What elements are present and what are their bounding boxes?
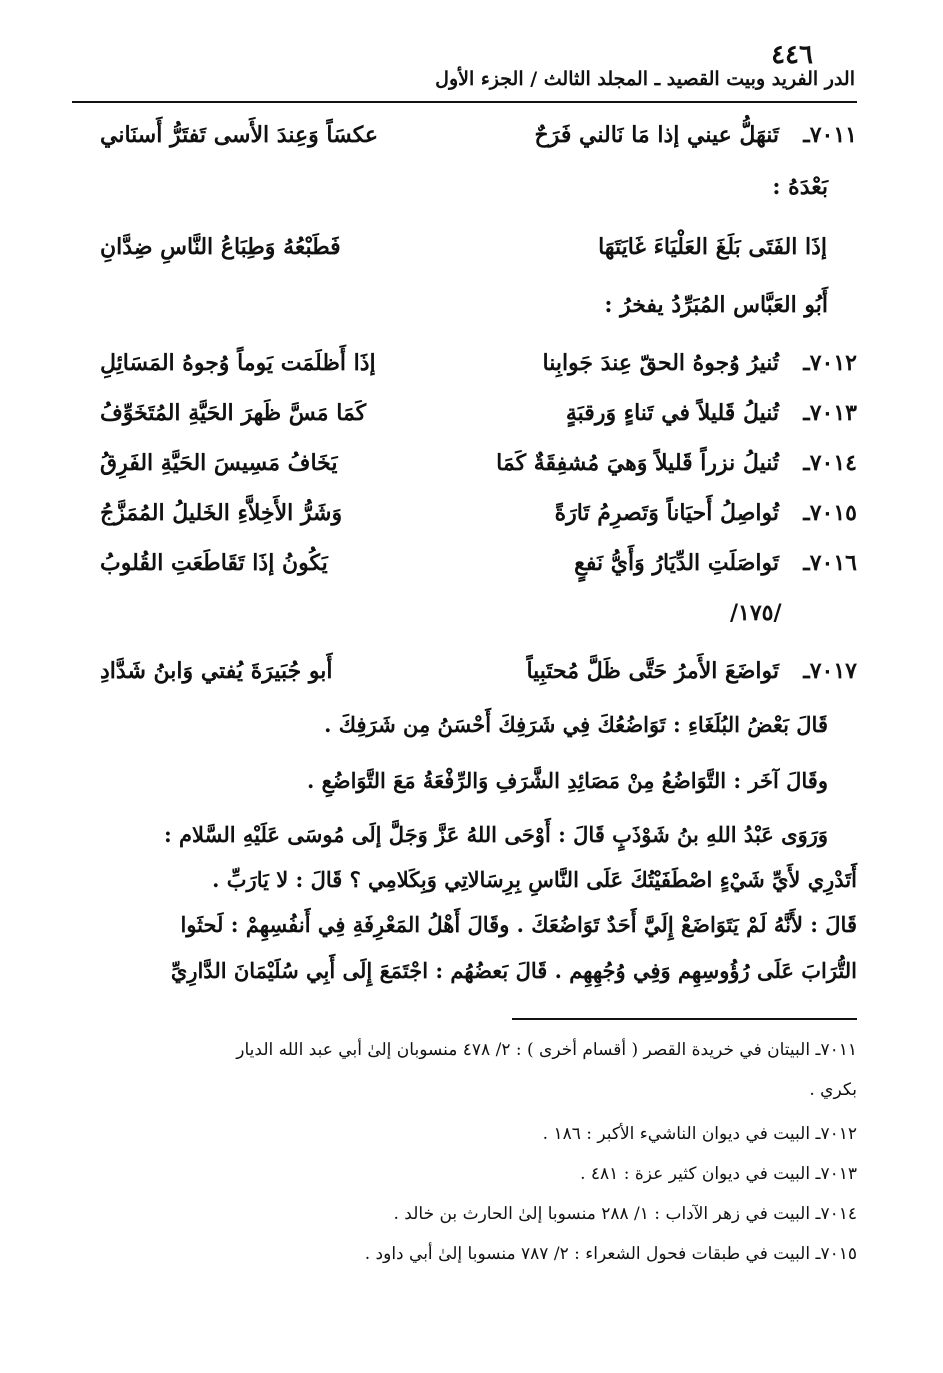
verse-7016 (80, 542, 857, 588)
verse-first-hemistich: تَواضَعَ الأَمرُ حَتَّى ظَلَّ مُحتَبِياً (526, 658, 779, 684)
verse-second-hemistich: يَخَافُ مَسِيسَ الحَيَّةِ الفَرِقُ (100, 450, 338, 476)
prose-line: قَالَ : لأَنَّهُ لَمْ يَتَوَاضَعْ إِلَيَّ أَحَدٌ تَوَاضُعَكَ . وقَالَ أَهْلُ المَعْرِفَةِ فِي أَنفُسِهِمْ : لَحثَوا (180, 912, 857, 937)
verse-first-hemistich: تُنيلُ قَليلاً في تَناءٍ وَرقبَةٍ (565, 400, 779, 426)
page-number: ٤٤٦ (771, 40, 813, 70)
verse-first-hemistich: تَواصَلَتِ الدِّيَارُ وَأَيُّ نَفعٍ (574, 550, 779, 576)
verse-7017 (80, 650, 857, 696)
verse-extra (80, 226, 857, 272)
verse-number: ٧٠١٥ـ (803, 500, 857, 526)
verse-first-hemistich: تُنيرُ وُجوهُ الحقّ عِندَ جَوابِنا (542, 350, 779, 376)
verse-number: ٧٠١٤ـ (803, 450, 857, 476)
verse-number: ٧٠١٦ـ (803, 550, 857, 576)
verse-7014 (80, 442, 857, 488)
prose-line: قَالَ بَعْضُ البُلَغَاءِ : تَوَاضُعُكَ فِي شَرَفِكَ أَحْسَنُ مِن شَرَفِكَ . (324, 712, 828, 737)
verse-number: ٧٠١١ـ (803, 122, 857, 148)
verse-second-hemistich: فَطَبْعُهُ وَطِبَاعُ النَّاسِ ضِدَّانِ (100, 234, 341, 260)
footnote-divider (512, 1018, 857, 1020)
footnote-continuation: بكري . (809, 1080, 857, 1100)
prose-line: التُّرَابَ عَلَى رُؤُوسِهِم وَفِي وُجُهِهِم . قَالَ بَعضُهُم : اجْتَمَعَ إِلَى أَبِي سُلَيْمَانَ الدَّارِيِّ (170, 958, 857, 983)
prose-line: وَرَوَى عَبْدُ اللهِ بنُ شَوْذَبٍ قَالَ : أَوْحَى اللهُ عَزَّ وَجَلَّ إلَى مُوسَى عَلَيْهِ السَّلام : (163, 822, 828, 847)
verse-second-hemistich: كَمَا مَسَّ ظَهرَ الحَيَّةِ المُتَخَوِّفُ (100, 400, 367, 426)
verse-intro-label: بَعْدَهُ : (772, 174, 828, 200)
footnote: ٧٠١٥ـ البيت في طبقات فحول الشعراء : ٢/ ٧٨٧ منسوبا إلىٰ أبي داود . (364, 1244, 857, 1264)
page-reference: /١٧٥/ (730, 600, 782, 626)
verse-first-hemistich: تُواصِلُ أَحيَاناً وَتَصرِمُ تَارَةً (554, 500, 779, 526)
verse-number: ٧٠١٣ـ (803, 400, 857, 426)
verse-first-hemistich: إذَا الفَتَى بَلَغَ العَلْيَاءَ غَايَتَهَا (598, 234, 827, 260)
verse-7011 (80, 114, 857, 160)
verse-second-hemistich: إذَا أَظلَمَت يَوماً وُجوهُ المَسَائِلِ (100, 350, 376, 376)
poet-attribution: أَبُو العَبَّاس المُبَرِّدُ يفخرُ : (604, 292, 828, 318)
prose-line: أَتَدْرِي لأَيِّ شَيْءٍ اصْطَفَيْتُكَ عَلَى النَّاسِ بِرِسَالاتِي وَبِكَلامِي ؟ قَالَ : لا يَارَبِّ . (212, 867, 857, 892)
verse-second-hemistich: يَكُونُ إذَا تَقَاطَعَتِ القُلوبُ (100, 550, 328, 576)
footnote: ٧٠١٣ـ البيت في ديوان كثير عزة : ٤٨١ . (580, 1164, 857, 1184)
footnote: ٧٠١٢ـ البيت في ديوان الناشيء الأكبر : ١٨٦ . (542, 1124, 857, 1144)
verse-number: ٧٠١٧ـ (803, 658, 857, 684)
prose-line: وقَالَ آخَر : التَّوَاضُعُ مِنْ مَصَائِدِ الشَّرَفِ وَالرِّفْعَةُ مَعَ التَّوَاضُعِ . (306, 768, 828, 793)
footnote: ٧٠١٤ـ البيت في زهر الآداب : ١/ ٢٨٨ منسوبا إلىٰ الحارث بن خالد . (393, 1204, 857, 1224)
verse-second-hemistich: أَبو جُبَيرَةَ يُفتي وَابنُ شَدَّادِ (100, 658, 333, 684)
verse-second-hemistich: وَشَرُّ الأَخِلاَّءِ الخَليلُ المُمَزَّجُ (100, 500, 343, 526)
verse-7013 (80, 392, 857, 438)
verse-7015 (80, 492, 857, 538)
verse-number: ٧٠١٢ـ (803, 350, 857, 376)
verse-first-hemistich: تَنهَلُّ عيني إذا مَا نَالني فَرَحٌ (534, 122, 779, 148)
running-title: الدر الفريد وبيت القصيد ـ المجلد الثالث / الجزء الأول (435, 68, 855, 90)
footnote: ٧٠١١ـ البيتان في خريدة القصر ( أقسام أخرى ) : ٢/ ٤٧٨ منسوبان إلىٰ أبي عبد الله الديار (236, 1040, 857, 1060)
verse-first-hemistich: تُنيلُ نزراً قَليلاً وَهيَ مُشفِقَةٌ كَمَا (496, 450, 779, 476)
verse-second-hemistich: عكسَاً وَعِندَ الأَسى تَفتَرُّ أَسنَاني (100, 122, 378, 148)
verse-7012 (80, 342, 857, 388)
header-divider (72, 101, 857, 103)
